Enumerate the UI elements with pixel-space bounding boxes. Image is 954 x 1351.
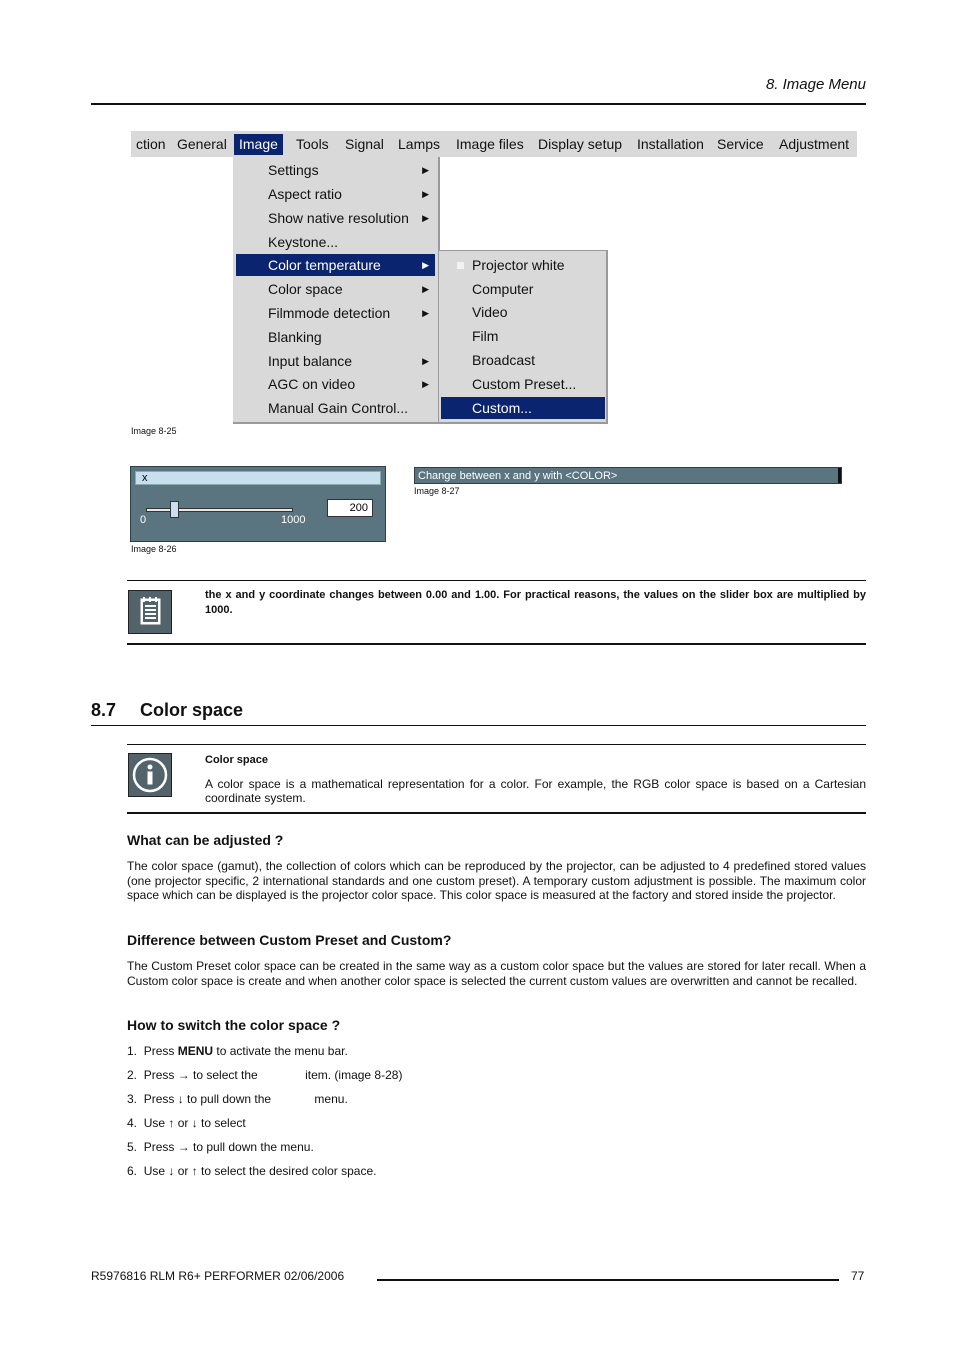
section-title bbox=[91, 700, 243, 721]
menu-bar bbox=[131, 131, 857, 157]
image-caption-8-26: Image 8-26 bbox=[131, 544, 177, 554]
slider-thumb[interactable] bbox=[170, 501, 179, 518]
image-dropdown-menu bbox=[233, 157, 440, 424]
info-bottom-rule bbox=[127, 812, 866, 814]
dropdown-item-input-balance[interactable] bbox=[236, 350, 435, 372]
section-rule bbox=[91, 725, 866, 726]
paragraph-difference: The Custom Preset color space can be created in the same way as a custom color space but the values are stored for later recall. When a Custom color space is create and when another color space is selected the current custom values are overwritten and cannot be recalled. bbox=[127, 959, 866, 988]
menubar-item-installation[interactable]: Installation bbox=[637, 136, 704, 152]
slider-min-label: 0 bbox=[140, 514, 147, 526]
slider-max-label: 1000 bbox=[281, 514, 306, 526]
note-bottom-rule bbox=[127, 643, 866, 645]
step-text: to activate the menu bar. bbox=[213, 1044, 348, 1058]
dropdown-item-label: Keystone... bbox=[268, 234, 339, 250]
dropdown-item-label: Manual Gain Control... bbox=[268, 400, 409, 416]
menubar-item-adjustment[interactable]: Adjustment bbox=[779, 136, 850, 152]
submenu-item-computer[interactable] bbox=[441, 278, 605, 300]
dropdown-item-label: Settings bbox=[268, 162, 319, 178]
submenu-item-label: Film bbox=[472, 328, 499, 344]
menubar-item-general[interactable]: General bbox=[177, 136, 227, 152]
step-number: 5. bbox=[127, 1140, 138, 1154]
dropdown-item-label: Filmmode detection bbox=[268, 305, 391, 321]
dropdown-item-blanking[interactable] bbox=[236, 326, 435, 348]
step-number: 6. bbox=[127, 1164, 138, 1178]
step-number: 2. bbox=[127, 1068, 138, 1082]
dropdown-item-color-temperature[interactable] bbox=[236, 254, 435, 276]
step-text: Press → to pull down the menu. bbox=[143, 1140, 314, 1154]
status-bar-edge bbox=[838, 468, 841, 483]
image-caption-8-27: Image 8-27 bbox=[414, 486, 460, 496]
dropdown-item-label: Show native resolution bbox=[268, 210, 409, 226]
info-title: Color space bbox=[205, 754, 268, 766]
step-text: Use ↑ or ↓ to select bbox=[143, 1116, 246, 1130]
dropdown-item-label: AGC on video bbox=[268, 376, 356, 392]
image-caption-8-25: Image 8-25 bbox=[131, 426, 177, 436]
submenu-arrow-icon: ▶ bbox=[422, 356, 429, 366]
step-text: Use ↓ or ↑ to select the desired color space. bbox=[143, 1164, 377, 1178]
submenu-item-projector-white[interactable] bbox=[441, 254, 605, 276]
step-key: MENU bbox=[177, 1044, 214, 1058]
step-3 bbox=[127, 1092, 348, 1106]
info-top-rule bbox=[127, 744, 866, 745]
submenu-item-label: Computer bbox=[472, 281, 534, 297]
submenu-arrow-icon: ▶ bbox=[422, 379, 429, 389]
page-number: 77 bbox=[851, 1269, 865, 1283]
dropdown-item-label: Aspect ratio bbox=[268, 186, 342, 202]
color-temperature-submenu bbox=[438, 250, 608, 424]
note-top-rule bbox=[127, 580, 866, 581]
submenu-arrow-icon: ▶ bbox=[422, 213, 429, 223]
submenu-arrow-icon: ▶ bbox=[422, 165, 429, 175]
submenu-arrow-icon: ▶ bbox=[422, 260, 429, 270]
note-pad-icon bbox=[128, 590, 172, 634]
info-text: A color space is a mathematical representation for a color. For example, the RGB color space is based on a Cartesian coordinate system. bbox=[205, 777, 866, 805]
step-number: 1. bbox=[127, 1044, 138, 1058]
menubar-item-tools[interactable]: Tools bbox=[296, 136, 329, 152]
menubar-item-image[interactable]: Image bbox=[234, 134, 283, 155]
slider-track[interactable] bbox=[146, 508, 293, 512]
step-text: menu. bbox=[314, 1092, 348, 1106]
slider-dialog bbox=[130, 466, 386, 542]
dropdown-item-show-native-resolution[interactable] bbox=[236, 207, 435, 229]
step-text: Press → to select the bbox=[143, 1068, 262, 1082]
status-text: Change between x and y with <COLOR> bbox=[418, 470, 618, 482]
dropdown-item-label: Color temperature bbox=[268, 257, 381, 273]
submenu-item-label: Broadcast bbox=[472, 352, 536, 368]
submenu-item-film[interactable] bbox=[441, 325, 605, 347]
dropdown-item-filmmode-detection[interactable] bbox=[236, 302, 435, 324]
footer-rule bbox=[377, 1279, 839, 1281]
slider-value-field[interactable]: 200 bbox=[327, 499, 373, 517]
dropdown-item-manual-gain-control[interactable] bbox=[236, 397, 435, 419]
submenu-item-video[interactable] bbox=[441, 301, 605, 323]
submenu-arrow-icon: ▶ bbox=[422, 189, 429, 199]
step-number: 4. bbox=[127, 1116, 138, 1130]
status-bar bbox=[414, 467, 842, 484]
submenu-arrow-icon: ▶ bbox=[422, 284, 429, 294]
dropdown-item-settings[interactable] bbox=[236, 159, 435, 181]
footer-document-id: R5976816 RLM R6+ PERFORMER 02/06/2006 bbox=[91, 1269, 345, 1283]
section-number: 8.7 bbox=[91, 700, 117, 720]
menubar-item-lamps[interactable]: Lamps bbox=[398, 136, 441, 152]
section-title-text: Color space bbox=[140, 700, 244, 720]
note-text: the x and y coordinate changes between 0.00 and 1.00. For practical reasons, the values on the slider box are multiplied by 1000. bbox=[205, 589, 866, 616]
heading-what-can-be-adjusted: What can be adjusted ? bbox=[127, 832, 284, 848]
menubar-item-service[interactable]: Service bbox=[717, 136, 764, 152]
submenu-item-broadcast[interactable] bbox=[441, 349, 605, 371]
submenu-item-label: Custom... bbox=[472, 400, 532, 416]
dropdown-item-label: Blanking bbox=[268, 329, 322, 345]
menubar-item-ction[interactable]: ction bbox=[136, 136, 166, 152]
submenu-item-label: Projector white bbox=[472, 257, 565, 273]
step-5 bbox=[127, 1140, 314, 1154]
info-icon bbox=[128, 753, 172, 797]
dropdown-item-aspect-ratio[interactable] bbox=[236, 183, 435, 205]
dropdown-item-label: Input balance bbox=[268, 353, 353, 369]
step-text: Press bbox=[143, 1044, 178, 1058]
submenu-item-custom-preset[interactable] bbox=[441, 373, 605, 395]
dropdown-item-keystone[interactable] bbox=[236, 231, 435, 253]
submenu-item-custom[interactable] bbox=[441, 397, 605, 419]
dropdown-item-agc-on-video[interactable] bbox=[236, 373, 435, 395]
paragraph-what-can-be-adjusted: The color space (gamut), the collection of colors which can be reproduced by the projector, can be adjusted to 4 predefined stored values (one projector specific, 2 international standards and one custom preset). A temporary custom adjustment is possible. The maximum color space which can be displayed is the projector color space. This color space is measured at the factory and stored inside the projector. bbox=[127, 859, 866, 903]
step-number: 3. bbox=[127, 1092, 138, 1106]
chapter-header: 8. Image Menu bbox=[765, 76, 866, 93]
header-rule bbox=[91, 103, 866, 105]
heading-difference: Difference between Custom Preset and Custom? bbox=[127, 932, 452, 948]
menubar-item-signal[interactable]: Signal bbox=[345, 136, 384, 152]
step-text: item. (image 8-28) bbox=[305, 1068, 403, 1082]
step-6 bbox=[127, 1164, 376, 1178]
step-4 bbox=[127, 1116, 246, 1130]
submenu-arrow-icon: ▶ bbox=[422, 308, 429, 318]
submenu-item-label: Video bbox=[472, 304, 508, 320]
step-1 bbox=[127, 1044, 348, 1058]
check-mark-icon bbox=[457, 262, 464, 269]
heading-how-to-switch: How to switch the color space ? bbox=[127, 1017, 341, 1033]
slider-title: x bbox=[135, 471, 381, 485]
dropdown-item-label: Color space bbox=[268, 281, 343, 297]
dropdown-item-color-space[interactable] bbox=[236, 278, 435, 300]
step-text: Press ↓ to pull down the bbox=[143, 1092, 275, 1106]
step-2 bbox=[127, 1068, 402, 1082]
menubar-item-display-setup[interactable]: Display setup bbox=[538, 136, 623, 152]
menubar-item-image-files[interactable]: Image files bbox=[456, 136, 524, 152]
submenu-item-label: Custom Preset... bbox=[472, 376, 577, 392]
